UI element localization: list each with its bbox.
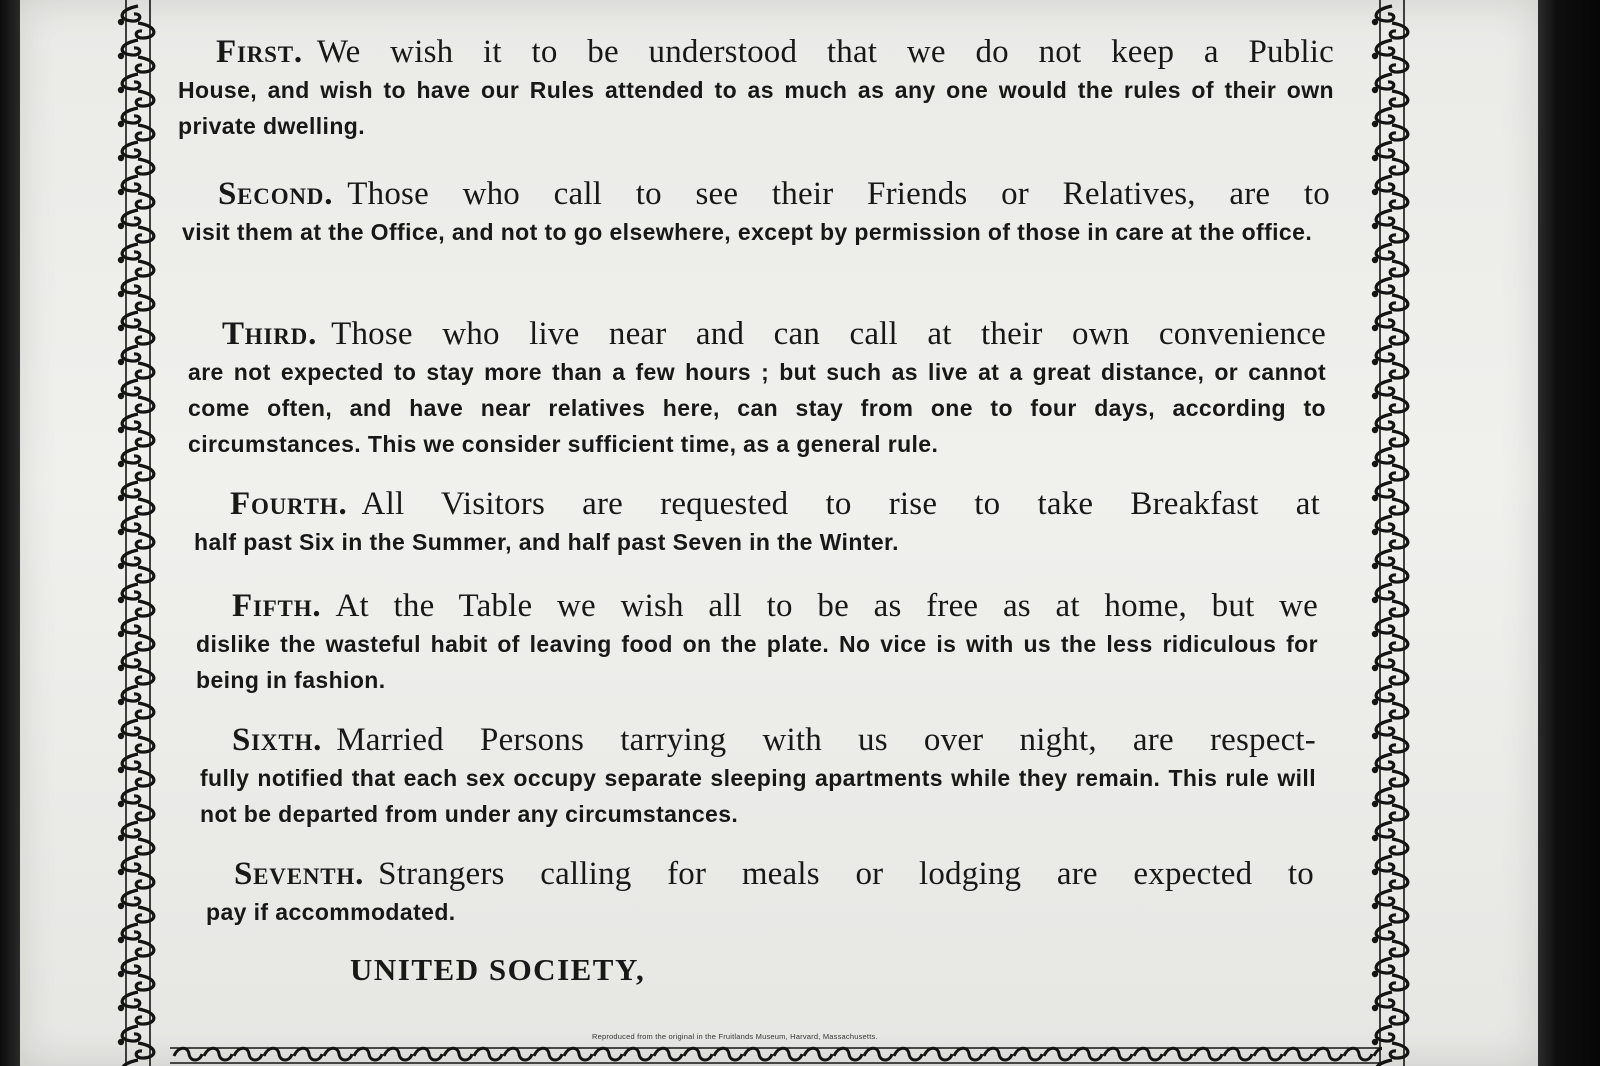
rule-second-ordinal: Second. bbox=[218, 176, 334, 212]
rule-first-lead bbox=[216, 32, 1334, 72]
rule-second-lead bbox=[218, 174, 1330, 214]
frame-left-edge bbox=[0, 0, 20, 1066]
rule-fourth-body: half past Six in the Summer, and half past Seven in the Winter. bbox=[194, 529, 899, 555]
house-rules-poster bbox=[170, 26, 1360, 1066]
rule-first bbox=[178, 32, 1334, 144]
rule-seventh-heading: Strangers calling for meals or lodging are expected to bbox=[378, 856, 1314, 892]
rule-third-heading: Those who live near and can call at their own convenience bbox=[331, 316, 1326, 352]
rule-fourth bbox=[194, 484, 1320, 560]
rule-seventh bbox=[206, 854, 1314, 930]
rule-sixth-lead bbox=[232, 720, 1316, 760]
rule-first-ordinal: First. bbox=[216, 34, 303, 70]
rule-third-ordinal: Third. bbox=[222, 316, 318, 352]
rule-sixth-body: fully notified that each sex occupy separate sleeping apartments while they remain. This rule will not be departed from under any circumstances. bbox=[200, 765, 1316, 827]
rule-seventh-body: pay if accommodated. bbox=[206, 899, 456, 925]
rule-second-heading: Those who call to see their Friends or Relatives, are to bbox=[347, 176, 1330, 212]
ornamental-border-left-icon bbox=[112, 0, 164, 1066]
rule-fifth-body: dislike the wasteful habit of leaving food on the plate. No vice is with us the less ridiculous for being in fashion. bbox=[196, 631, 1318, 693]
rule-fifth-ordinal: Fifth. bbox=[232, 588, 322, 624]
rule-first-body: House, and wish to have our Rules attended to as much as any one would the rules of their own private dwelling. bbox=[178, 77, 1334, 139]
rule-third-body: are not expected to stay more than a few hours ; but such as live at a great distance, or cannot come often, and have near relatives here, can stay from one to four days, according to circumstances. This we consider sufficient time, as a general rule. bbox=[188, 359, 1326, 457]
rule-third bbox=[188, 314, 1326, 462]
signature: UNITED SOCIETY, bbox=[350, 952, 646, 987]
rule-fifth-heading: At the Table we wish all to be as free as at home, but we bbox=[335, 588, 1318, 624]
rule-seventh-ordinal: Seventh. bbox=[234, 856, 365, 892]
rule-fifth-lead bbox=[232, 586, 1318, 626]
rule-sixth-ordinal: Sixth. bbox=[232, 722, 323, 758]
rule-fourth-lead bbox=[230, 484, 1320, 524]
rule-second-body: visit them at the Office, and not to go elsewhere, except by permission of those in care at the office. bbox=[182, 219, 1313, 245]
rule-fourth-heading: All Visitors are requested to rise to take Breakfast at bbox=[361, 486, 1320, 522]
rule-fifth bbox=[196, 586, 1318, 698]
rule-sixth bbox=[200, 720, 1316, 832]
ornamental-border-right-icon bbox=[1366, 0, 1418, 1066]
rule-first-heading: We wish it to be understood that we do not keep a Public bbox=[316, 34, 1334, 70]
rule-fourth-ordinal: Fourth. bbox=[230, 486, 348, 522]
rule-seventh-lead bbox=[234, 854, 1314, 894]
rule-sixth-heading: Married Persons tarrying with us over night, are respect- bbox=[336, 722, 1316, 758]
frame-right-edge bbox=[1538, 0, 1600, 1066]
rule-third-lead bbox=[222, 314, 1326, 354]
rule-second bbox=[182, 174, 1330, 250]
reproduction-credit: Reproduced from the original in the Fruitlands Museum, Harvard, Massachusetts. bbox=[592, 1032, 878, 1041]
